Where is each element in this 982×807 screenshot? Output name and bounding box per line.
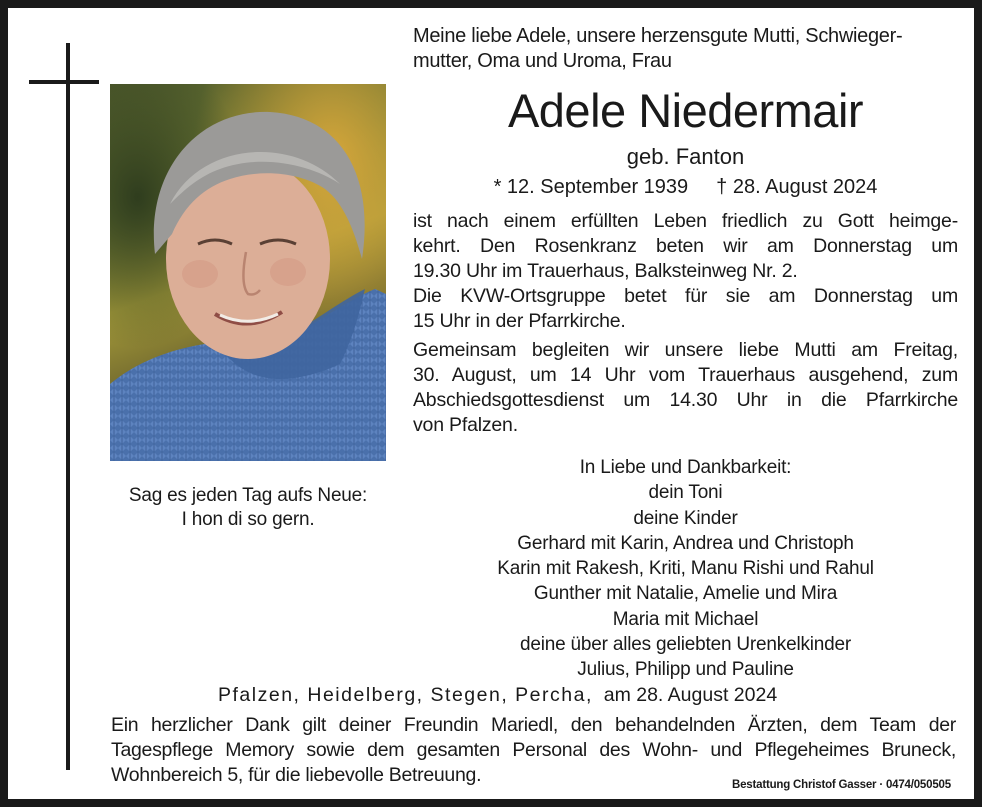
- motto-line: Sag es jeden Tag aufs Neue:: [128, 485, 368, 506]
- deceased-name: Adele Niedermair: [507, 84, 864, 137]
- portrait-illustration: [110, 84, 386, 461]
- mourner-line: deine Kinder: [633, 507, 738, 529]
- text-line: 30. August, um 14 Uhr vom Trauerhaus ausgehend, zum: [413, 364, 958, 386]
- text-line: ist nach einem erfüllten Leben friedlich zu Gott heimge-: [413, 210, 958, 232]
- text-line: Die KVW-Ortsgruppe betet für sie am Donnerstag um: [413, 285, 958, 307]
- thanks-text: [111, 713, 956, 788]
- portrait-photo: [110, 84, 386, 461]
- motto-line: I hon di so gern.: [181, 509, 315, 530]
- paragraph-kvw: [413, 284, 958, 334]
- notice-date: am 28. August 2024: [603, 684, 778, 706]
- mourner-line: Gunther mit Natalie, Amelie und Mira: [533, 583, 838, 605]
- thanks-line: Ein herzlicher Dank gilt deiner Freundin Mariedl, den behandelnden Ärzten, dem Team der: [111, 714, 956, 736]
- cross-icon-vertical: [66, 43, 70, 770]
- mourner-line: Gerhard mit Karin, Andrea und Christoph: [517, 532, 854, 554]
- undertaker-credit: Bestattung Christof Gasser · 0474/050505: [732, 779, 951, 791]
- intro-line: mutter, Oma und Uroma, Frau: [413, 50, 672, 72]
- birth-date: * 12. September 1939: [493, 176, 689, 198]
- mourner-line: Julius, Philipp und Pauline: [577, 659, 794, 681]
- mourners-list: [413, 455, 958, 683]
- thanks-line: Tagespflege Memory sowie dem gesamten Personal des Wohn- und Pflegeheimes Bruneck,: [111, 739, 956, 761]
- death-date: † 28. August 2024: [716, 176, 878, 198]
- text-line: Gemeinsam begleiten wir unsere liebe Mutti am Freitag,: [413, 339, 958, 361]
- cross-icon-horizontal: [29, 80, 99, 84]
- mourner-line: Karin mit Rakesh, Kriti, Manu Rishi und Rahul: [497, 558, 874, 580]
- intro-line: Meine liebe Adele, unsere herzensgute Mutti, Schwieger-: [413, 25, 903, 47]
- life-dates: [413, 174, 958, 200]
- mourner-line: In Liebe und Dankbarkeit:: [579, 457, 792, 478]
- text-line: von Pfalzen.: [413, 414, 518, 436]
- places: Pfalzen, Heidelberg, Stegen, Percha,: [218, 684, 593, 706]
- mourner-line: Maria mit Michael: [612, 608, 759, 630]
- text-line: Abschiedsgottesdienst um 14.30 Uhr in die Pfarrkirche: [413, 389, 958, 411]
- mourner-line: deine über alles geliebten Urenkelkinder: [519, 634, 852, 656]
- birth-name: geb. Fanton: [626, 144, 745, 169]
- intro-text: [413, 24, 958, 74]
- text-line: 15 Uhr in der Pfarrkirche.: [413, 310, 626, 332]
- paragraph-rosary: [413, 209, 958, 284]
- mourner-line: dein Toni: [648, 482, 723, 504]
- text-line: kehrt. Den Rosenkranz beten wir am Donnerstag um: [413, 235, 958, 257]
- text-line: 19.30 Uhr im Trauerhaus, Balksteinweg Nr. 2.: [413, 260, 798, 282]
- thanks-line: Wohnbereich 5, für die liebevolle Betreuung.: [111, 764, 482, 786]
- place-and-date: [218, 683, 777, 708]
- paragraph-funeral: [413, 338, 958, 438]
- motto: [78, 484, 418, 532]
